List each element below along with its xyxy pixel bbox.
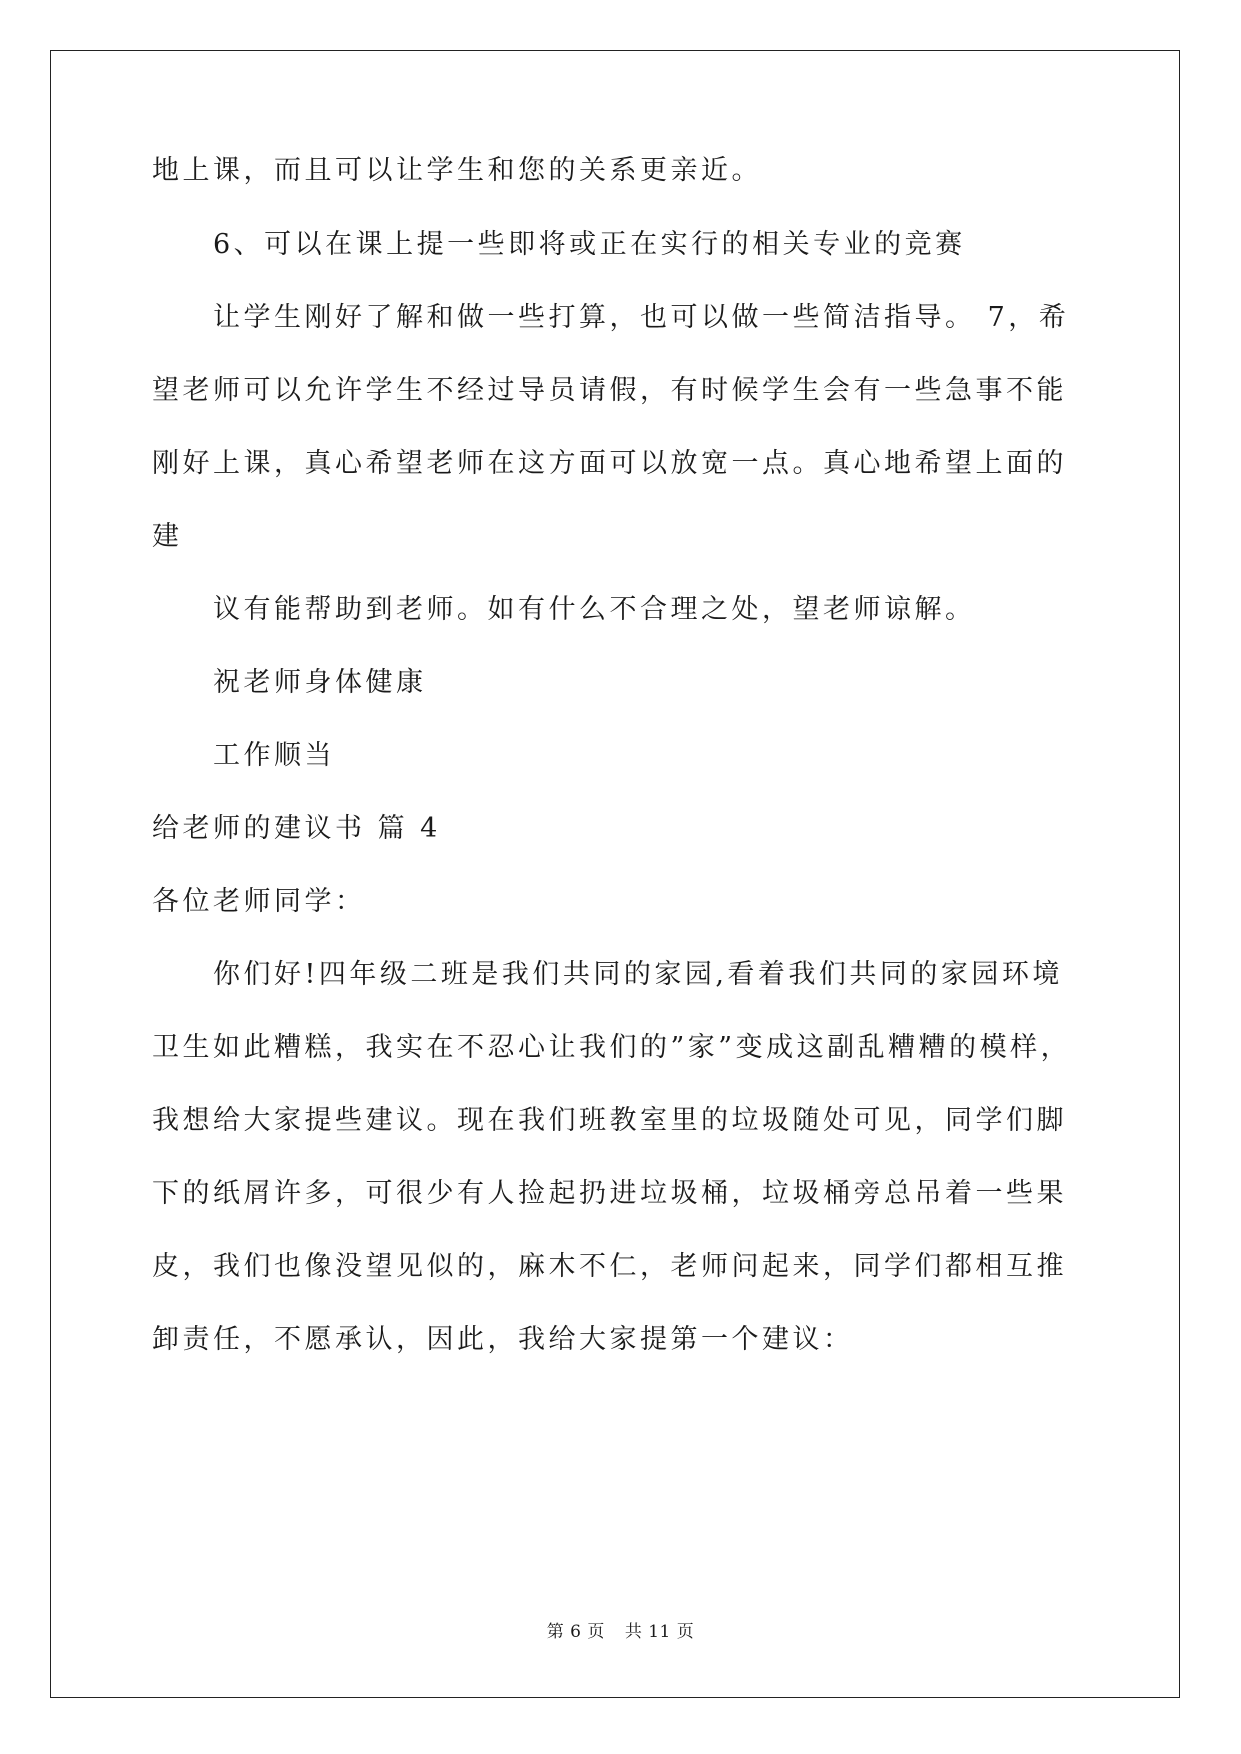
- text-line-7: 议有能帮助到老师。如有什么不合理之处，望老师谅解。: [213, 594, 976, 625]
- page-number: 第 6 页: [546, 1622, 605, 1642]
- text-line-14: 我想给大家提些建议。现在我们班教室里的垃圾随处可见，同学们脚: [152, 1105, 1067, 1136]
- text-line-17: 卸责任，不愿承认，因此，我给大家提第一个建议：: [152, 1324, 854, 1355]
- text-line-15: 下的纸屑许多，可很少有人捡起扔进垃圾桶，垃圾桶旁总吊着一些果: [152, 1178, 1067, 1209]
- text-line-3: 让学生刚好了解和做一些打算，也可以做一些简洁指导。 7，希: [213, 302, 1070, 333]
- text-line-5: 刚好上课，真心希望老师在这方面可以放宽一点。真心地希望上面的: [152, 448, 1067, 479]
- text-line-4: 望老师可以允许学生不经过导员请假，有时候学生会有一些急事不能: [152, 375, 1067, 406]
- page-total: 共 11 页: [624, 1622, 695, 1642]
- text-line-1: 地上课，而且可以让学生和您的关系更亲近。: [152, 155, 762, 186]
- text-line-12: 你们好!四年级二班是我们共同的家园,看着我们共同的家园环境: [213, 959, 1063, 990]
- salutation: 各位老师同学：: [152, 886, 366, 917]
- text-line-13: 卫生如此糟糕，我实在不忍心让我们的”家”变成这副乱糟糟的模样，: [152, 1032, 1072, 1063]
- page-border: [50, 50, 1180, 1698]
- section-heading: 给老师的建议书 篇 4: [152, 813, 441, 844]
- text-line-16: 皮，我们也像没望见似的，麻木不仁，老师问起来，同学们都相互推: [152, 1251, 1067, 1282]
- text-line-6: 建: [152, 521, 183, 552]
- text-line-9: 工作顺当: [213, 740, 335, 771]
- text-line-8: 祝老师身体健康: [213, 667, 427, 698]
- text-line-2: 6、可以在课上提一些即将或正在实行的相关专业的竞赛: [213, 229, 966, 260]
- page-footer: [0, 1617, 1241, 1642]
